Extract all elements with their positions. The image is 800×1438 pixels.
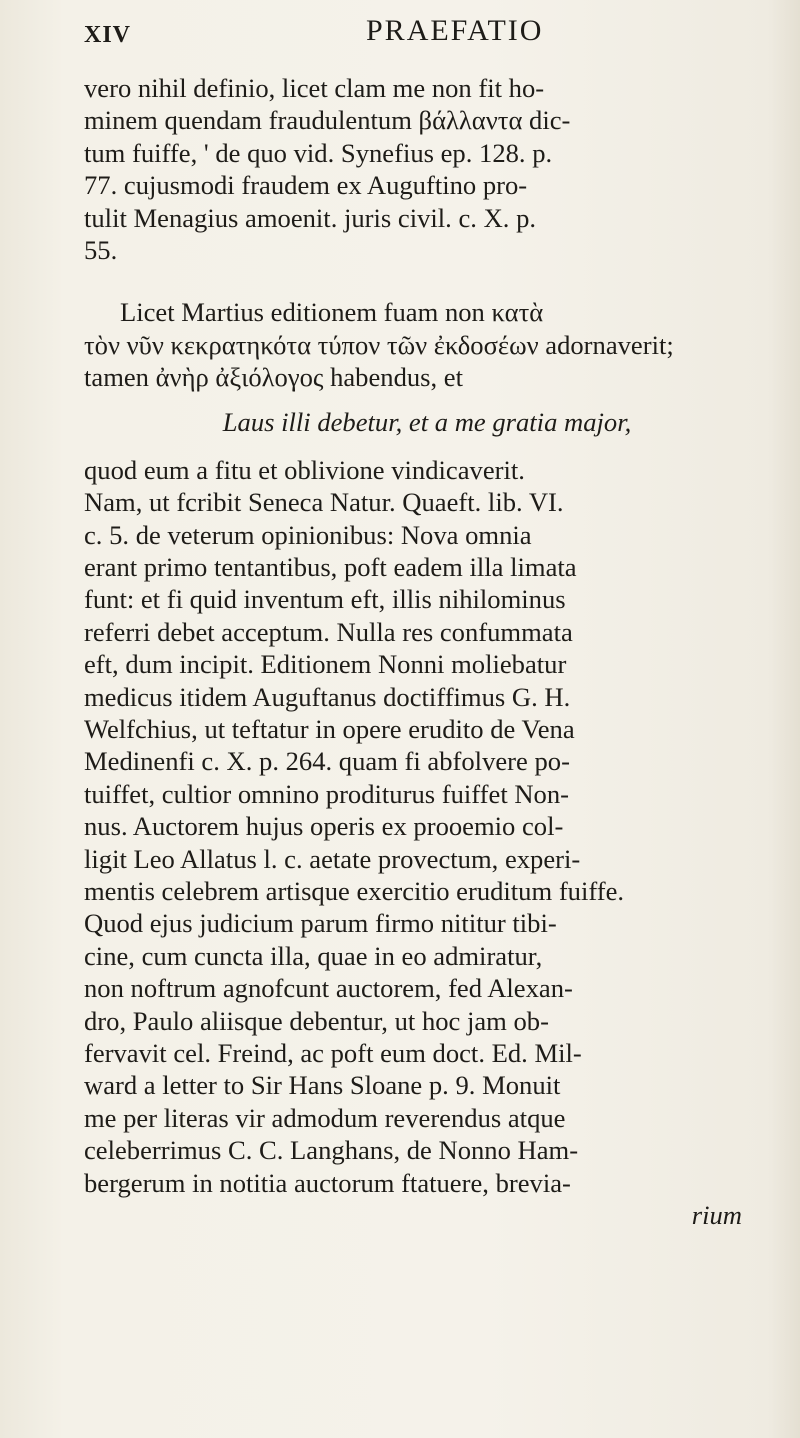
- text-line: vero nihil definio, licet clam me non fit ho-: [84, 73, 545, 103]
- text-line: fervavit cel. Freind, ac poft eum doct. Ed. Mil-: [84, 1037, 582, 1068]
- page-header: [84, 14, 784, 54]
- text-line: Nam, ut fcribit Seneca Natur. Quaeft. lib. VI.: [84, 487, 564, 518]
- text-line: minem quendam fraudulentum βάλλαντα dic-: [84, 105, 571, 136]
- text-line: 77. cujusmodi fraudem ex Auguftino pro-: [84, 170, 528, 201]
- text-line: ward a letter to Sir Hans Sloane p. 9. Monuit: [84, 1070, 561, 1101]
- paragraph-gap: [84, 266, 790, 296]
- paragraph-1: [84, 72, 790, 266]
- text-line: bergerum in notitia auctorum ftatuere, brevia-: [84, 1167, 571, 1198]
- text-line: tuiffet, cultior omnino proditurus fuiffet Non-: [84, 778, 570, 809]
- text-line: funt: et fi quid inventum eft, illis nihilominus: [84, 584, 566, 615]
- text-line: dro, Paulo aliisque debentur, ut hoc jam ob-: [84, 1005, 549, 1036]
- paragraph-2-rest: [84, 454, 790, 1199]
- catchword: rium: [691, 1199, 742, 1230]
- text-line: tamen ἀνὴρ ἀξιόλογος habendus, et: [84, 362, 463, 393]
- text-line: nus. Auctorem hujus operis ex prooemio col-: [84, 811, 564, 842]
- text-line: Welfchius, ut teftatur in opere erudito de Vena: [84, 714, 575, 745]
- running-head: PRAEFATIO: [366, 14, 544, 47]
- text-line: Medinenfi c. X. p. 264. quam fi abfolvere po-: [84, 746, 570, 777]
- text-line: ligit Leo Allatus l. c. aetate provectum, experi-: [84, 843, 581, 874]
- body-text: [84, 72, 790, 1231]
- text-line: c. 5. de veterum opinionibus: Nova omnia: [84, 519, 532, 550]
- text-line: τὸν νῦν κεκρατηκότα τύπον τῶν ἐκδοσέων adornaverit;: [84, 329, 674, 360]
- text-line: Quod ejus judicium parum firmo nititur tibi-: [84, 908, 557, 939]
- text-line: erant primo tentantibus, poft eadem illa limata: [84, 552, 577, 583]
- text-line: 55.: [84, 234, 118, 265]
- text-line: celeberrimus C. C. Langhans, de Nonno Ham-: [84, 1135, 579, 1166]
- text-line: mentis celebrem artisque exercitio eruditum fuiffe.: [84, 875, 625, 906]
- paragraph-2-intro: [84, 296, 790, 393]
- verse-quotation: Laus illi debetur, et a me gratia major,: [222, 406, 632, 437]
- text-line: medicus itidem Auguftanus doctiffimus G. H.: [84, 681, 571, 712]
- text-line: Licet Martius editionem fuam non κατὰ: [120, 297, 544, 328]
- text-line: referri debet acceptum. Nulla res confummata: [84, 616, 573, 647]
- text-line: cine, cum cuncta illa, quae in eo admiratur,: [84, 940, 543, 971]
- text-line: non noftrum agnofcunt auctorem, fed Alexan-: [84, 973, 573, 1004]
- text-line: eft, dum incipit. Editionem Nonni moliebatur: [84, 649, 567, 680]
- text-line: quod eum a fitu et oblivione vindicaverit.: [84, 454, 525, 485]
- text-line: me per literas vir admodum reverendus atque: [84, 1102, 566, 1133]
- text-line: tum fuiffe, ' de quo vid. Synefius ep. 128. p.: [84, 137, 553, 168]
- page-number: XIV: [84, 22, 132, 48]
- text-line: tulit Menagius amoenit. juris civil. c. X. p.: [84, 202, 537, 233]
